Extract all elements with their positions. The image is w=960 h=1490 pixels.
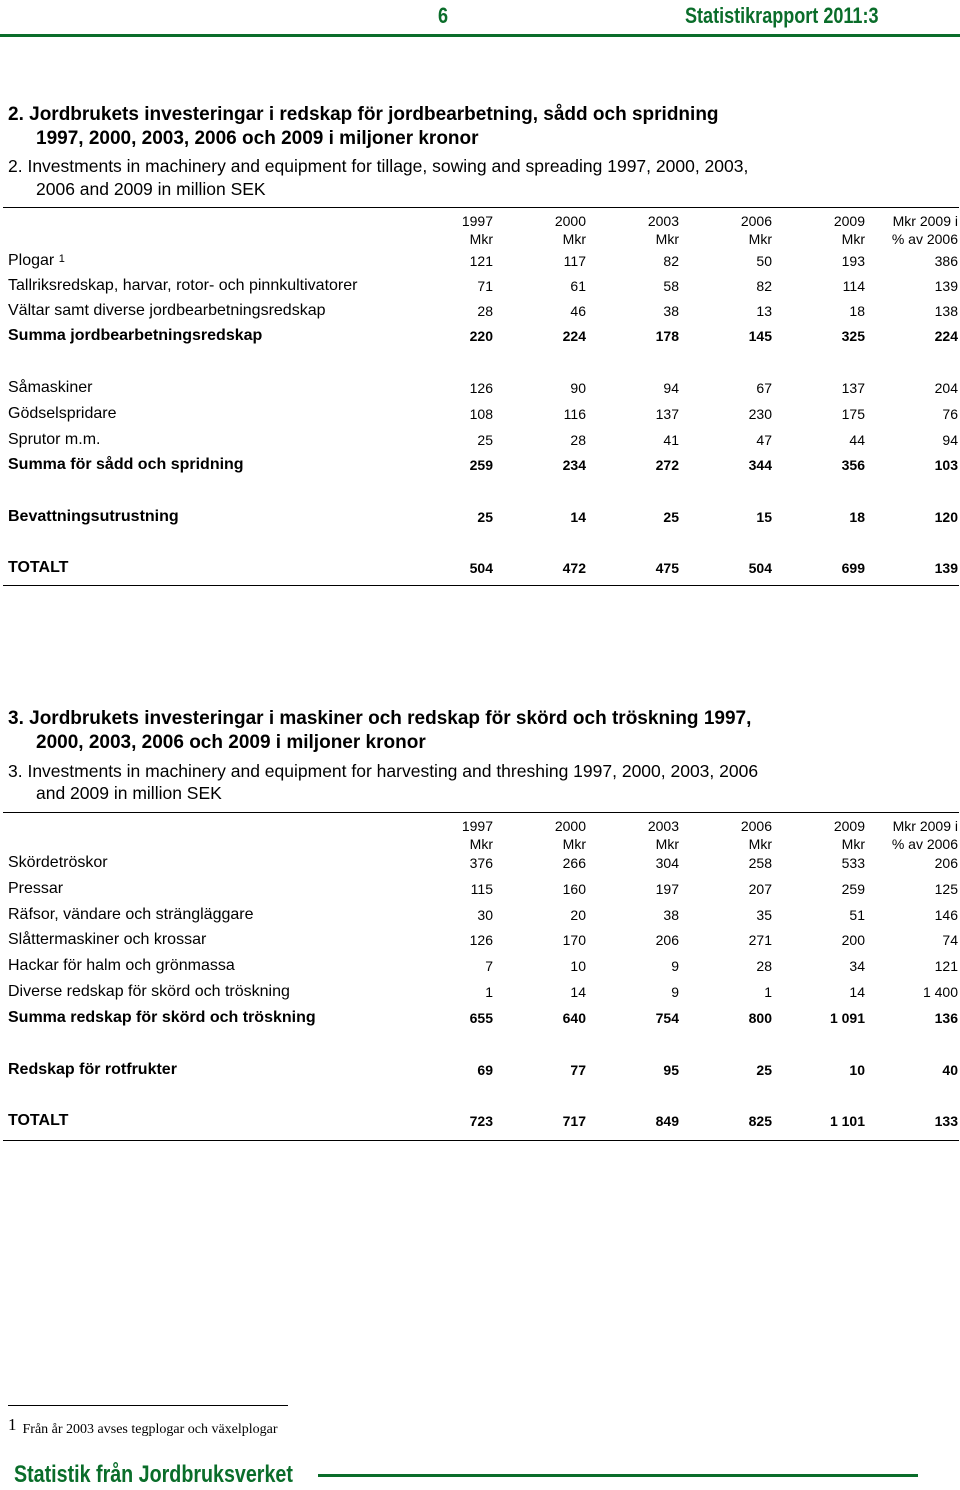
table-cell: 475 — [655, 560, 679, 576]
table-cell: 206 — [934, 855, 958, 871]
table-cell: 77 — [570, 1062, 586, 1078]
table-cell: 38 — [663, 303, 679, 319]
row-label — [8, 249, 65, 273]
column-header-unit: Mkr — [748, 231, 772, 247]
table-cell: 175 — [841, 406, 865, 422]
table-cell: 18 — [849, 303, 865, 319]
table-row — [3, 954, 959, 978]
table-cell: 25 — [663, 509, 679, 525]
row-label-text: Plogar — [8, 252, 55, 269]
column-header-top: 2009 — [833, 213, 865, 229]
table-row — [3, 505, 959, 529]
table-cell: 504 — [748, 560, 772, 576]
table-row — [3, 928, 959, 952]
table-cell: 9 — [671, 958, 679, 974]
table-cell: 51 — [849, 907, 865, 923]
table2-title-sv-line2: 1997, 2000, 2003, 2006 och 2009 i miljoner kronor — [36, 128, 479, 149]
table-row — [3, 453, 959, 477]
table-cell: 34 — [849, 958, 865, 974]
row-label-text: Skördetröskor — [8, 854, 108, 871]
table-cell: 259 — [469, 457, 493, 473]
table-cell: 170 — [562, 932, 586, 948]
column-header-unit: Mkr — [748, 836, 772, 852]
table-cell: 1 101 — [829, 1113, 865, 1129]
column-header-unit: Mkr — [562, 836, 586, 852]
row-label-text: Slåttermaskiner och krossar — [8, 931, 207, 948]
row-label-text: TOTALT — [8, 559, 69, 576]
table-cell: 76 — [942, 406, 958, 422]
row-label-text: Bevattningsutrustning — [8, 508, 179, 525]
row-label — [8, 428, 100, 452]
table-cell: 14 — [570, 984, 586, 1000]
column-header-top: 2003 — [647, 213, 679, 229]
table-row — [3, 877, 959, 901]
table-cell: 25 — [477, 432, 493, 448]
table-cell: 108 — [469, 406, 493, 422]
table2-title-sv-line1: 2. Jordbrukets investeringar i redskap för jordbearbetning, sådd och spridning — [8, 104, 719, 125]
column-header-top: 1997 — [461, 213, 493, 229]
table-cell: 47 — [756, 432, 772, 448]
footnote-mark: 1 — [8, 1415, 17, 1434]
footnote — [8, 1415, 278, 1438]
table-cell: 25 — [756, 1062, 772, 1078]
table-cell: 14 — [849, 984, 865, 1000]
footnote-rule — [8, 1405, 288, 1406]
table-cell: 9 — [671, 984, 679, 1000]
row-label — [8, 402, 117, 426]
table-cell: 103 — [934, 457, 958, 473]
row-label — [8, 453, 244, 477]
row-label-text: Såmaskiner — [8, 379, 93, 396]
column-header-top: 2009 — [833, 818, 865, 834]
row-label — [8, 1109, 68, 1133]
table-cell: 723 — [469, 1113, 493, 1129]
footer-brand: Statistik från Jordbruksverket — [14, 1461, 293, 1488]
table-row — [3, 428, 959, 452]
table-row — [3, 556, 959, 580]
table-row — [3, 324, 959, 348]
table-cell: 18 — [849, 509, 865, 525]
table-cell: 304 — [655, 855, 679, 871]
column-header-top: 2006 — [740, 818, 772, 834]
table-cell: 117 — [563, 253, 586, 269]
row-label — [8, 903, 253, 927]
table3-title-sv-line1: 3. Jordbrukets investeringar i maskiner och redskap för skörd och tröskning 1997, — [8, 708, 752, 729]
table2-title-en-line2: 2006 and 2009 in million SEK — [36, 179, 266, 199]
row-label — [8, 1058, 177, 1082]
table-cell: 20 — [570, 907, 586, 923]
table-cell: 717 — [562, 1113, 586, 1129]
table-cell: 82 — [663, 253, 679, 269]
table-cell: 193 — [841, 253, 865, 269]
table-cell: 1 — [764, 984, 772, 1000]
table-cell: 200 — [841, 932, 865, 948]
row-label — [8, 505, 179, 529]
table-cell: 28 — [756, 958, 772, 974]
row-label-text: Redskap för rotfrukter — [8, 1061, 177, 1078]
table-cell: 230 — [748, 406, 772, 422]
table-cell: 258 — [748, 855, 772, 871]
table-cell: 133 — [934, 1113, 958, 1129]
row-label-text: Summa redskap för skörd och tröskning — [8, 1009, 316, 1026]
table3-title-en-line1: 3. Investments in machinery and equipment for harvesting and threshing 1997, 2000, 2003, 2006 — [8, 761, 759, 781]
table-row — [3, 274, 959, 298]
table-cell: 126 — [469, 380, 493, 396]
table-cell: 224 — [934, 328, 958, 344]
table-cell: 136 — [934, 1010, 958, 1026]
column-header-top: 2000 — [554, 213, 586, 229]
table-cell: 207 — [748, 881, 772, 897]
table-row — [3, 903, 959, 927]
row-label-text: Summa jordbearbetningsredskap — [8, 327, 263, 344]
row-label — [8, 299, 326, 323]
row-label — [8, 556, 68, 580]
table-cell: 504 — [469, 560, 493, 576]
table-cell: 754 — [655, 1010, 679, 1026]
table-cell: 116 — [563, 406, 586, 422]
column-header-top: 2006 — [740, 213, 772, 229]
table-cell: 344 — [748, 457, 772, 473]
table-cell: 121 — [934, 958, 958, 974]
table-row — [3, 1058, 959, 1082]
row-label — [8, 324, 262, 348]
row-label — [8, 928, 206, 952]
table-cell: 95 — [663, 1062, 679, 1078]
table-cell: 699 — [841, 560, 865, 576]
table-cell: 220 — [469, 328, 493, 344]
table2-bottom-rule — [3, 585, 959, 586]
table3-bottom-rule — [3, 1140, 959, 1141]
table-row — [3, 851, 959, 875]
table-cell: 15 — [756, 509, 772, 525]
table-cell: 800 — [748, 1010, 772, 1026]
table-cell: 272 — [655, 457, 679, 473]
table-cell: 50 — [756, 253, 772, 269]
table-cell: 224 — [562, 328, 586, 344]
row-label-text: Pressar — [8, 880, 64, 897]
table-cell: 46 — [570, 303, 586, 319]
table-cell: 7 — [485, 958, 493, 974]
row-label-text: Summa för sådd och spridning — [8, 456, 244, 473]
table-cell: 137 — [655, 406, 679, 422]
row-label-text: Gödselspridare — [8, 405, 117, 422]
column-header-unit: % av 2006 — [891, 836, 958, 852]
table-cell: 640 — [562, 1010, 586, 1026]
row-label-text: Räfsor, vändare och strängläggare — [8, 906, 254, 923]
table-cell: 10 — [849, 1062, 865, 1078]
footnote-text: Från år 2003 avses tegplogar och växelplogar — [22, 1422, 278, 1437]
column-header-top: 2000 — [554, 818, 586, 834]
table3-top-rule — [3, 812, 959, 813]
table-cell: 13 — [756, 303, 772, 319]
table-cell: 120 — [934, 509, 958, 525]
table-cell: 44 — [849, 432, 865, 448]
table-cell: 69 — [477, 1062, 493, 1078]
table-cell: 849 — [655, 1113, 679, 1129]
table-cell: 58 — [663, 278, 679, 294]
row-label — [8, 851, 108, 875]
row-label-text: Diverse redskap för skörd och tröskning — [8, 983, 290, 1000]
table-cell: 61 — [570, 278, 586, 294]
table-row — [3, 299, 959, 323]
column-header-unit: Mkr — [469, 836, 493, 852]
table-cell: 10 — [570, 958, 586, 974]
table-row — [3, 1006, 959, 1030]
table-cell: 94 — [942, 432, 958, 448]
column-header-unit: Mkr — [841, 231, 865, 247]
table2-top-rule — [3, 207, 959, 208]
column-header-unit: Mkr — [562, 231, 586, 247]
column-header-unit: Mkr — [841, 836, 865, 852]
table-cell: 28 — [570, 432, 586, 448]
table-cell: 825 — [748, 1113, 772, 1129]
table-cell: 115 — [470, 881, 493, 897]
column-header-top: Mkr 2009 i — [892, 818, 958, 834]
table-cell: 138 — [934, 303, 958, 319]
table-cell: 14 — [570, 509, 586, 525]
table-cell: 25 — [477, 509, 493, 525]
column-header-top: 2003 — [647, 818, 679, 834]
table-cell: 1 400 — [922, 984, 958, 1000]
table-cell: 41 — [663, 432, 679, 448]
table-cell: 121 — [469, 253, 493, 269]
table-cell: 472 — [562, 560, 586, 576]
row-label — [8, 1006, 316, 1030]
column-header-top: Mkr 2009 i — [892, 213, 958, 229]
table-cell: 125 — [934, 881, 958, 897]
table-cell: 1 — [485, 984, 493, 1000]
table-cell: 126 — [469, 932, 493, 948]
table-cell: 204 — [934, 380, 958, 396]
table-cell: 139 — [934, 278, 958, 294]
row-label-text: Sprutor m.m. — [8, 431, 101, 448]
footnote-reference: 1 — [58, 253, 65, 265]
table-cell: 38 — [663, 907, 679, 923]
row-label — [8, 877, 63, 901]
table-cell: 234 — [562, 457, 586, 473]
table-cell: 139 — [934, 560, 958, 576]
table-cell: 145 — [748, 328, 772, 344]
row-label — [8, 980, 290, 1004]
table-cell: 259 — [841, 881, 865, 897]
table-cell: 67 — [756, 380, 772, 396]
table-cell: 1 091 — [829, 1010, 865, 1026]
table-cell: 74 — [942, 932, 958, 948]
column-header-unit: % av 2006 — [891, 231, 958, 247]
row-label — [8, 954, 235, 978]
row-label — [8, 274, 357, 298]
table-cell: 90 — [570, 380, 586, 396]
table2-title-en-line1: 2. Investments in machinery and equipment for tillage, sowing and spreading 1997, 2000, 2003, — [8, 156, 749, 176]
column-header-unit: Mkr — [469, 231, 493, 247]
row-label-text: Tallriksredskap, harvar, rotor- och pinnkultivatorer — [8, 277, 358, 294]
row-label-text: Hackar för halm och grönmassa — [8, 957, 235, 974]
table-row — [3, 1109, 959, 1133]
header-rule — [0, 34, 960, 37]
table-row — [3, 249, 959, 273]
table-cell: 160 — [562, 881, 586, 897]
table-cell: 271 — [748, 932, 772, 948]
table-cell: 356 — [841, 457, 865, 473]
row-label — [8, 376, 92, 400]
page-number: 6 — [438, 3, 449, 28]
table-cell: 178 — [655, 328, 679, 344]
table-cell: 40 — [942, 1062, 958, 1078]
table-cell: 533 — [841, 855, 865, 871]
table-cell: 655 — [469, 1010, 493, 1026]
footer-rule — [318, 1474, 918, 1477]
table-cell: 266 — [562, 855, 586, 871]
table-cell: 206 — [655, 932, 679, 948]
table-row — [3, 402, 959, 426]
report-title: Statistikrapport 2011:3 — [685, 3, 879, 28]
row-label-text: TOTALT — [8, 1112, 69, 1129]
table-cell: 386 — [934, 253, 958, 269]
table-cell: 35 — [756, 907, 772, 923]
table-row — [3, 376, 959, 400]
table-cell: 30 — [477, 907, 493, 923]
table-cell: 71 — [477, 278, 493, 294]
table3-title-sv-line2: 2000, 2003, 2006 och 2009 i miljoner kronor — [36, 732, 426, 753]
table-cell: 28 — [477, 303, 493, 319]
column-header-unit: Mkr — [655, 836, 679, 852]
table-cell: 94 — [663, 380, 679, 396]
table-cell: 325 — [841, 328, 865, 344]
table3-title-en-line2: and 2009 in million SEK — [36, 783, 222, 803]
table-cell: 146 — [934, 907, 958, 923]
table-cell: 376 — [469, 855, 493, 871]
table-cell: 114 — [842, 278, 865, 294]
row-label-text: Vältar samt diverse jordbearbetningsredskap — [8, 302, 326, 319]
table-cell: 197 — [655, 881, 679, 897]
table-cell: 137 — [841, 380, 865, 396]
table-cell: 82 — [756, 278, 772, 294]
column-header-unit: Mkr — [655, 231, 679, 247]
column-header-top: 1997 — [461, 818, 493, 834]
table-row — [3, 980, 959, 1004]
